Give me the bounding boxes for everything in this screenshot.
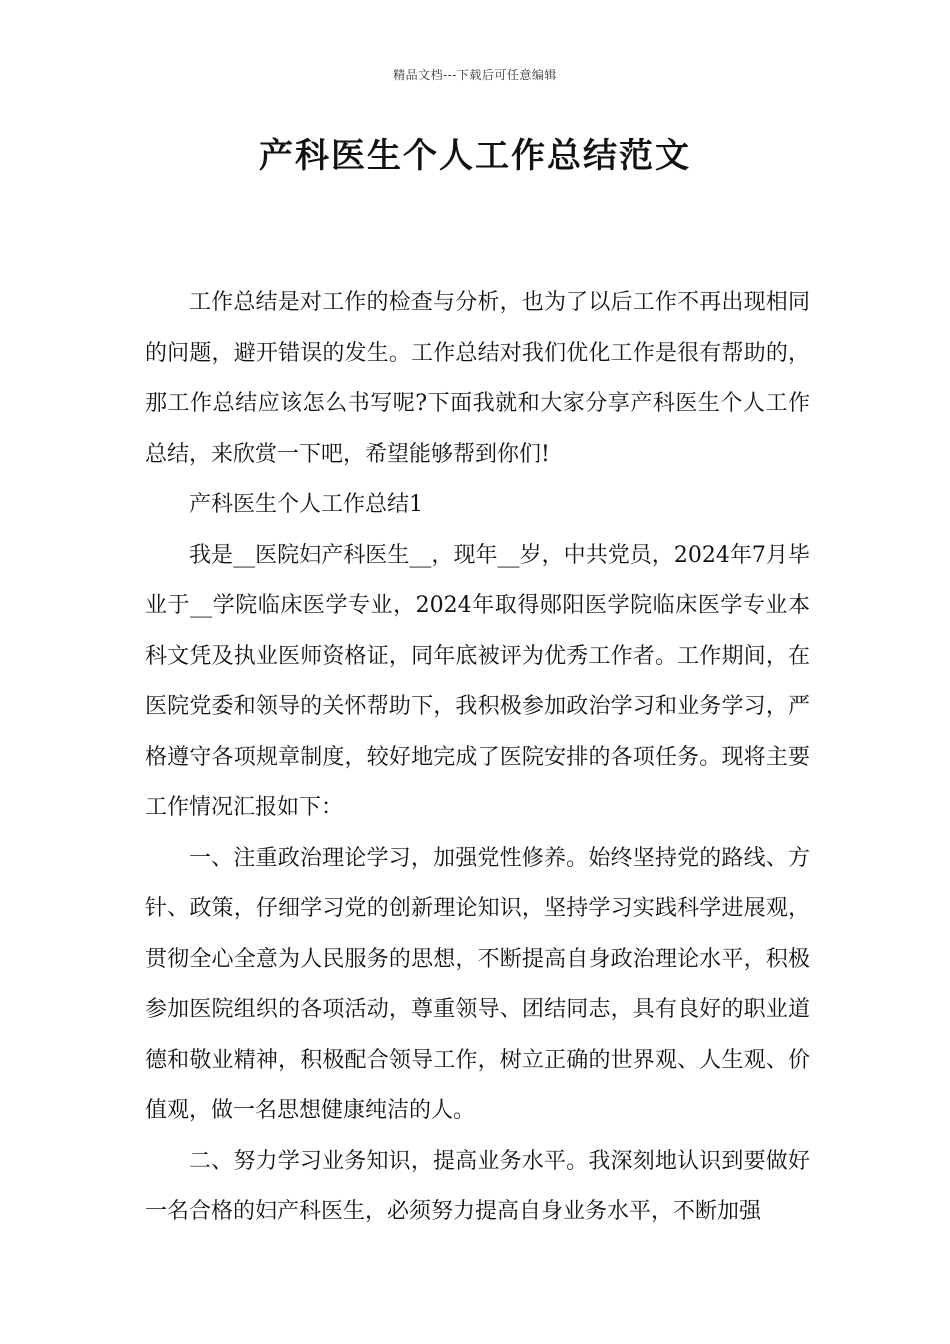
- body-paragraph: 二、努力学习业务知识，提高业务水平。我深刻地认识到要做好一名合格的妇产科医生，必须努力提高自身业务水平，不断加强: [145, 1148, 810, 1224]
- document-title: 产科医生个人工作总结范文: [259, 136, 691, 176]
- body-paragraph: 一、注重政治理论学习，加强党性修养。始终坚持党的路线、方针、政策，仔细学习党的创新理论知识，坚持学习实践科学进展观，贯彻全心全意为人民服务的思想，不断提高自身政治理论水平，积极参加医院组织的各项活动，尊重领导、团结同志，具有良好的职业道德和敬业精神，积极配合领导工作，树立正确的世界观、人生观、价值观，做一名思想健康纯洁的人。: [145, 845, 810, 1123]
- document-body: [145, 278, 810, 1238]
- section-heading: 产科医生个人工作总结1: [189, 492, 423, 517]
- header-note: 精品文档---下载后可任意编辑: [393, 68, 557, 82]
- body-paragraph: 我是__医院妇产科医生__，现年__岁，中共党员，2024年7月毕业于__学院临床医学专业，2024年取得郧阳医学院临床医学专业本科文凭及执业医师资格证，同年底被评为优秀工作者。工作期间，在医院党委和领导的关怀帮助下，我积极参加政治学习和业务学习，严格遵守各项规章制度，较好地完成了医院安排的各项任务。现将主要工作情况汇报如下：: [145, 542, 810, 820]
- intro-paragraph: 工作总结是对工作的检查与分析，也为了以后工作不再出现相同的问题，避开错误的发生。工作总结对我们优化工作是很有帮助的，那工作总结应该怎么书写呢?下面我就和大家分享产科医生个人工作总结，来欣赏一下吧，希望能够帮到你们!: [145, 290, 810, 467]
